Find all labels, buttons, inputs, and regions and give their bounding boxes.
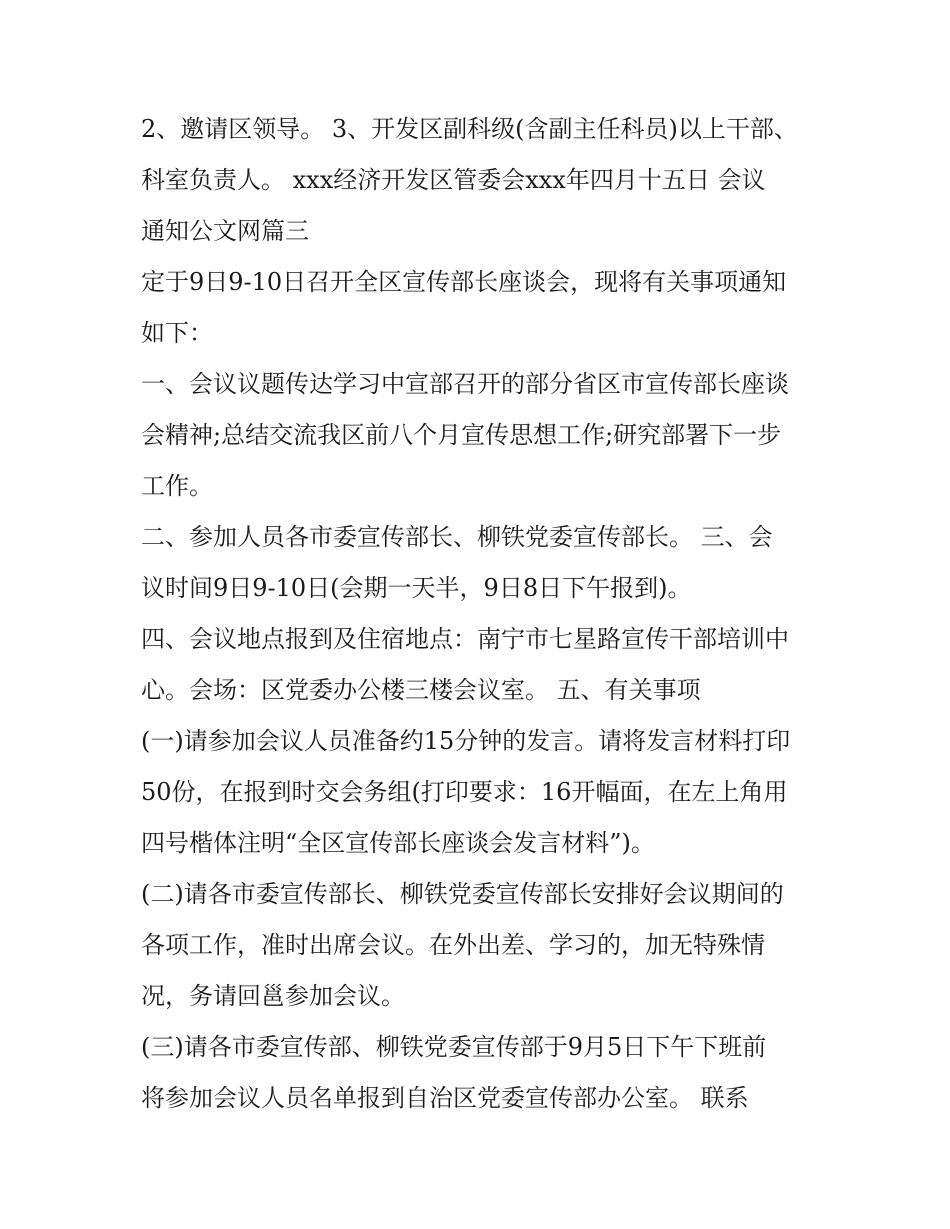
text-line: (三)请各市委宣传部、柳铁党委宣传部于9月5日下午下班前 (141, 1033, 767, 1061)
text-line: (一)请参加会议人员准备约15分钟的发言。请将发言材料打印 (141, 727, 791, 755)
text-line: 如下： (141, 319, 213, 347)
text-line: 况，务请回邕参加会议。 (141, 982, 405, 1010)
text-line: 四、会议地点报到及住宿地点：南宁市七星路宣传干部培训中 (141, 625, 789, 653)
text-line: 将参加会议人员名单报到自治区党委宣传部办公室。 联系 (141, 1084, 749, 1112)
text-line: 各项工作，准时出席会议。在外出差、学习的，加无特殊情 (141, 931, 765, 959)
text-line: 四号楷体注明“全区宣传部长座谈会发言材料”)。 (141, 829, 655, 857)
text-line: (二)请各市委宣传部长、柳铁党委宣传部长安排好会议期间的 (141, 880, 784, 908)
text-line: 定于9日9-10日召开全区宣传部长座谈会，现将有关事项通知 (141, 268, 787, 296)
text-line: 2、邀请区领导。 3、开发区副科级(含副主任科员)以上干部、 (141, 115, 798, 143)
text-line: 50份，在报到时交会务组(打印要求：16开幅面，在左上角用 (141, 778, 788, 806)
text-line: 工作。 (141, 472, 213, 500)
document-body (141, 104, 821, 1124)
text-line: 议时间9日9-10日(会期一天半，9日8日下午报到)。 (141, 574, 692, 602)
text-line: 一、会议议题传达学习中宣部召开的部分省区市宣传部长座谈 (141, 370, 789, 398)
text-line: 心。会场：区党委办公楼三楼会议室。 五、有关事项 (141, 676, 701, 704)
text-line: 科室负责人。 xxx经济开发区管委会xxx年四月十五日 会议 (141, 166, 766, 194)
text-line: 通知公文网篇三 (141, 217, 309, 245)
text-line: 二、参加人员各市委宣传部长、柳铁党委宣传部长。 三、会 (141, 523, 773, 551)
text-line: 会精神;总结交流我区前八个月宣传思想工作;研究部署下一步 (141, 421, 782, 449)
